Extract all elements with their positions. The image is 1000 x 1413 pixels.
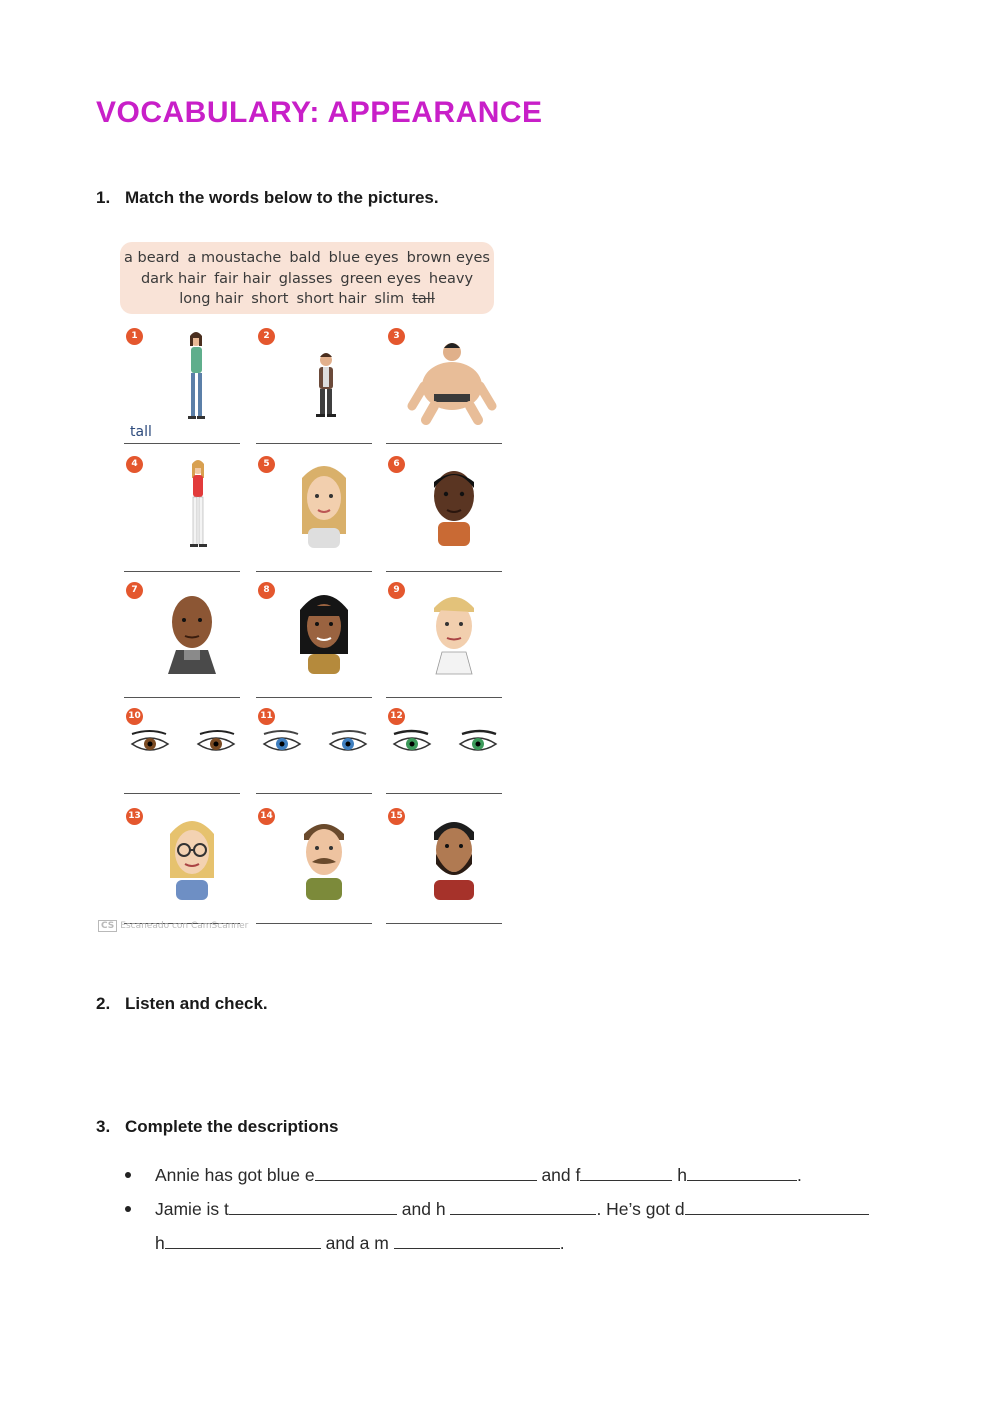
scanner-watermark (98, 920, 248, 932)
picture-number-badge: 12 (388, 708, 405, 725)
answer-line[interactable] (386, 552, 502, 572)
sentence-text: . (796, 1165, 802, 1185)
picture-cell (256, 706, 380, 798)
answer-line[interactable] (256, 552, 372, 572)
fill-in-blank[interactable] (685, 1197, 869, 1215)
word-box-item: glasses (278, 270, 333, 287)
fill-in-blank[interactable] (165, 1231, 321, 1249)
picture-cell (124, 326, 248, 448)
answer-line[interactable] (124, 678, 240, 698)
picture-matching-worksheet (101, 240, 518, 940)
answer-line[interactable] (386, 424, 502, 444)
picture-number-badge: 14 (258, 808, 275, 825)
fill-in-blank[interactable] (580, 1163, 672, 1181)
short-hair-boy-icon (400, 458, 500, 554)
exercise-1-heading (96, 188, 439, 208)
fill-in-blank[interactable] (450, 1197, 596, 1215)
answer-line[interactable] (256, 424, 372, 444)
picture-number-badge: 1 (126, 328, 143, 345)
picture-number-badge: 13 (126, 808, 143, 825)
sentence-text: and h (396, 1199, 451, 1219)
picture-cell (386, 706, 510, 798)
picture-cell (386, 806, 510, 928)
exercise-instruction: Listen and check. (125, 994, 268, 1013)
picture-cell (386, 326, 510, 448)
sentence-text: . He’s got d (596, 1199, 685, 1219)
page-title: VOCABULARY: APPEARANCE (96, 96, 543, 129)
exercise-number: 2. (96, 994, 111, 1013)
moustache-man-icon (270, 810, 370, 906)
answer-line[interactable] (124, 552, 240, 572)
slim-woman-icon (138, 458, 238, 554)
heavy-sumo-icon (400, 330, 510, 426)
green-eyes-icon (388, 724, 498, 774)
word-box-item: short (251, 291, 289, 307)
brown-eyes-icon (126, 724, 236, 774)
fill-in-blank[interactable] (229, 1197, 397, 1215)
answer-line[interactable] (386, 904, 502, 924)
word-box-item-used: tall (412, 291, 435, 307)
picture-cell (124, 454, 248, 576)
answer-line[interactable] (386, 678, 502, 698)
picture-number-badge: 10 (126, 708, 143, 725)
sentence-text: and a m (320, 1233, 394, 1253)
word-box-item: a beard (124, 250, 180, 266)
long-hair-girl-icon (270, 458, 370, 554)
descriptions-list (125, 1160, 945, 1262)
sentence-text: Jamie is t (155, 1199, 229, 1219)
word-box-item: short hair (296, 291, 367, 307)
sentence-text: Annie has got blue e (155, 1165, 315, 1185)
picture-cell (256, 454, 380, 576)
fair-hair-man-icon (400, 584, 500, 680)
sentence-text: . (559, 1233, 565, 1253)
exercise-instruction: Complete the descriptions (125, 1117, 339, 1136)
word-box (120, 242, 494, 314)
dark-hair-woman-icon (270, 584, 370, 680)
picture-number-badge: 15 (388, 808, 405, 825)
sentence-text: and f (536, 1165, 581, 1185)
exercise-3-heading (96, 1117, 338, 1137)
description-annie (125, 1160, 945, 1194)
word-box-item: dark hair (140, 270, 207, 287)
answer-line[interactable] (256, 774, 372, 794)
picture-number-badge: 2 (258, 328, 275, 345)
word-box-item: bald (289, 250, 321, 266)
word-box-item: green eyes (340, 270, 421, 287)
picture-cell (256, 326, 380, 448)
bald-man-icon (138, 584, 238, 680)
answer-line[interactable] (256, 904, 372, 924)
fill-in-blank[interactable] (687, 1163, 797, 1181)
word-box-item: fair hair (214, 270, 271, 287)
watermark-text: Escaneado con CamScanner (120, 921, 249, 931)
picture-number-badge: 3 (388, 328, 405, 345)
exercise-number: 1. (96, 188, 111, 207)
picture-number-badge: 4 (126, 456, 143, 473)
tall-woman-icon (138, 330, 238, 426)
picture-cell (386, 454, 510, 576)
fill-in-blank[interactable] (394, 1231, 560, 1249)
word-box-item: blue eyes (328, 250, 399, 266)
word-box-item: a moustache (187, 250, 282, 266)
scanner-logo: CS (98, 920, 117, 932)
picture-cell (256, 580, 380, 702)
sentence-text: h (155, 1233, 165, 1253)
picture-cell (256, 806, 380, 928)
picture-number-badge: 11 (258, 708, 275, 725)
answer-line[interactable] (256, 678, 372, 698)
bullet-icon (125, 1206, 131, 1212)
picture-cell (124, 706, 248, 798)
bearded-man-icon (400, 810, 500, 906)
picture-number-badge: 9 (388, 582, 405, 599)
description-jamie-continued (125, 1228, 945, 1262)
exercise-2-heading (96, 994, 268, 1014)
exercise-instruction: Match the words below to the pictures. (125, 188, 439, 207)
word-box-item: long hair (179, 291, 244, 307)
picture-cell (386, 580, 510, 702)
word-box-item: heavy (428, 270, 474, 287)
bullet-icon (125, 1172, 131, 1178)
picture-cell (124, 580, 248, 702)
picture-number-badge: 8 (258, 582, 275, 599)
answer-line[interactable]: tall (124, 424, 240, 444)
answer-line[interactable] (124, 774, 240, 794)
answer-line[interactable] (386, 774, 502, 794)
exercise-number: 3. (96, 1117, 111, 1136)
short-man-icon (270, 330, 370, 426)
blue-eyes-icon (258, 724, 368, 774)
fill-in-blank[interactable] (315, 1163, 537, 1181)
picture-cell (124, 806, 248, 928)
word-box-item: slim (374, 291, 405, 307)
picture-number-badge: 6 (388, 456, 405, 473)
description-jamie (125, 1194, 945, 1228)
sentence-text: h (672, 1165, 687, 1185)
picture-number-badge: 5 (258, 456, 275, 473)
picture-number-badge: 7 (126, 582, 143, 599)
glasses-woman-icon (138, 810, 238, 906)
word-box-item: brown eyes (406, 250, 490, 266)
